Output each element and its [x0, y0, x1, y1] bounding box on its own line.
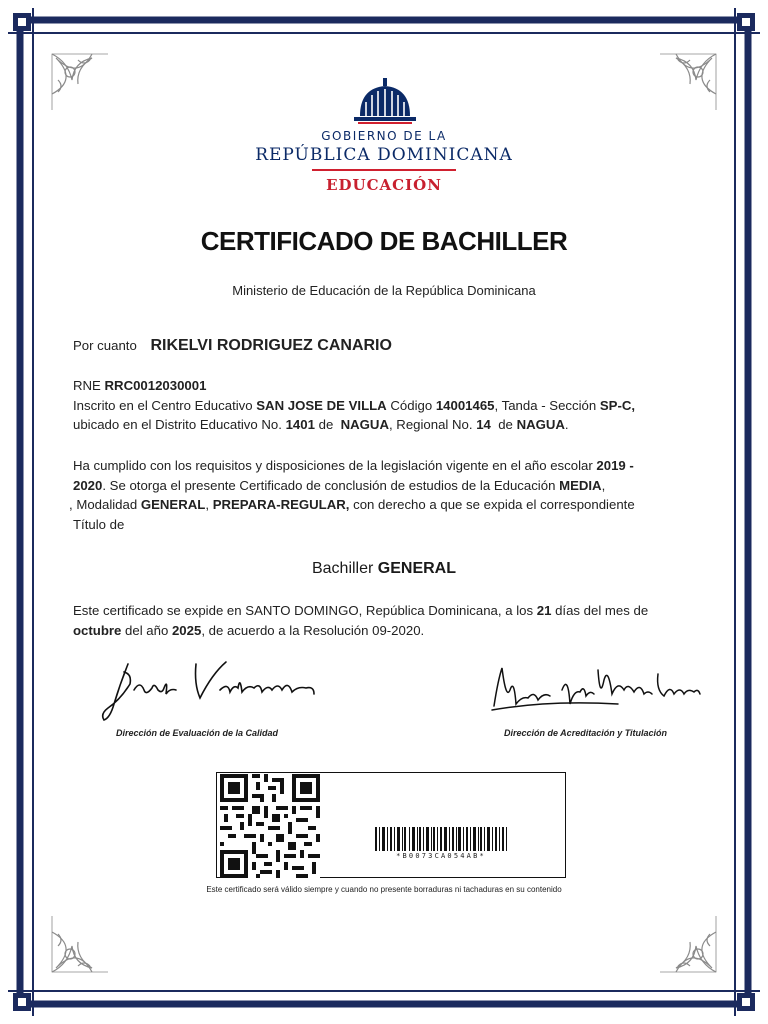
del-ano: del año	[125, 622, 169, 638]
derecho-text: con derecho a que se expida el correspondiente	[353, 497, 635, 512]
regional-name: NAGUA	[516, 417, 565, 432]
titulo-de: Título de	[73, 516, 125, 532]
expide-text: Este certificado se expide en SANTO DOMINGO, República Dominicana, a los	[73, 603, 534, 618]
plan-value: PREPARA-REGULAR,	[212, 497, 350, 512]
corner-ornament-top-right	[648, 50, 720, 122]
modalidad-value: GENERAL	[140, 497, 206, 512]
bachiller-label: Bachiller	[311, 560, 374, 577]
rne-label: RNE	[73, 378, 101, 393]
tanda-label: , Tanda - Sección	[494, 397, 597, 413]
gov-line2: REPÚBLICA DOMINICANA	[255, 145, 513, 165]
issuance-paragraph	[73, 601, 697, 640]
codigo-label: Código	[390, 397, 433, 413]
capitol-dome-icon	[352, 76, 418, 128]
district-number: 1401	[285, 417, 315, 432]
regional-label: , Regional No.	[388, 417, 473, 432]
government-logo	[232, 76, 536, 198]
school-year-end: 2020	[73, 477, 103, 493]
inscrito-text: Inscrito en el Centro Educativo	[73, 397, 253, 413]
qr-code	[220, 774, 320, 878]
signature-right-caption: Dirección de Acreditación y Titulación	[504, 728, 668, 738]
corner-ornament-top-left	[48, 50, 120, 122]
seccion-value: SP-C,	[599, 397, 636, 413]
barcode-text: *B0073CA054AB*	[396, 852, 486, 860]
gov-line1: GOBIERNO DE LA	[321, 129, 447, 143]
resolucion-text: , de acuerdo a la Resolución 09-2020.	[201, 622, 425, 638]
signature-left-caption: Dirección de Evaluación de la Calidad	[116, 728, 279, 738]
corner-ornament-bottom-right	[648, 904, 720, 976]
barcode	[375, 827, 507, 851]
degree-line	[0, 560, 768, 578]
school-name: SAN JOSE DE VILLA	[256, 397, 387, 413]
dept-name: EDUCACIÓN	[326, 176, 442, 194]
validity-disclaimer: Este certificado será válido siempre y cuando no presente borraduras ni tachaduras en su contenido	[206, 885, 562, 894]
por-cuanto-label: Por cuanto	[73, 338, 137, 353]
ubicado-text: ubicado en el Distrito Educativo No.	[73, 417, 282, 432]
dias-text: días del mes de	[555, 603, 649, 618]
de-label: de	[318, 417, 334, 432]
period: .	[564, 417, 569, 432]
district-name: NAGUA	[340, 417, 389, 432]
bachiller-type: GENERAL	[377, 560, 457, 577]
modalidad-label: , Modalidad	[69, 497, 138, 512]
regional-de: de	[498, 417, 513, 432]
issue-year: 2025	[171, 622, 202, 638]
comma: ,	[205, 497, 210, 512]
regional-number: 14	[476, 417, 491, 432]
school-year-start: 2019 -	[596, 458, 634, 473]
school-code: 14001465	[435, 397, 495, 413]
student-name: RIKELVI RODRIGUEZ CANARIO	[150, 337, 392, 354]
por-cuanto-line	[73, 336, 697, 356]
enrollment-paragraph	[73, 376, 697, 435]
signature-right	[488, 660, 708, 730]
otorga-text: . Se otorga el presente Certificado de conclusión de estudios de la Educación	[102, 477, 556, 493]
rne-value: RRC0012030001	[104, 378, 207, 393]
cumplido-text: Ha cumplido con los requisitos y disposiciones de la legislación vigente en el año escolar	[73, 458, 593, 473]
logo-divider	[312, 169, 456, 171]
corner-ornament-bottom-left	[48, 904, 120, 976]
verification-box	[216, 772, 566, 878]
issue-day: 21	[536, 603, 552, 618]
issue-month: octubre	[73, 622, 122, 638]
certificate-title: CERTIFICADO DE BACHILLER	[200, 226, 568, 256]
signature-left	[100, 654, 320, 726]
completion-paragraph	[69, 456, 697, 534]
education-level: MEDIA	[559, 477, 602, 493]
comma: ,	[601, 477, 606, 493]
ministry-line: Ministerio de Educación de la República Dominicana	[232, 283, 536, 298]
